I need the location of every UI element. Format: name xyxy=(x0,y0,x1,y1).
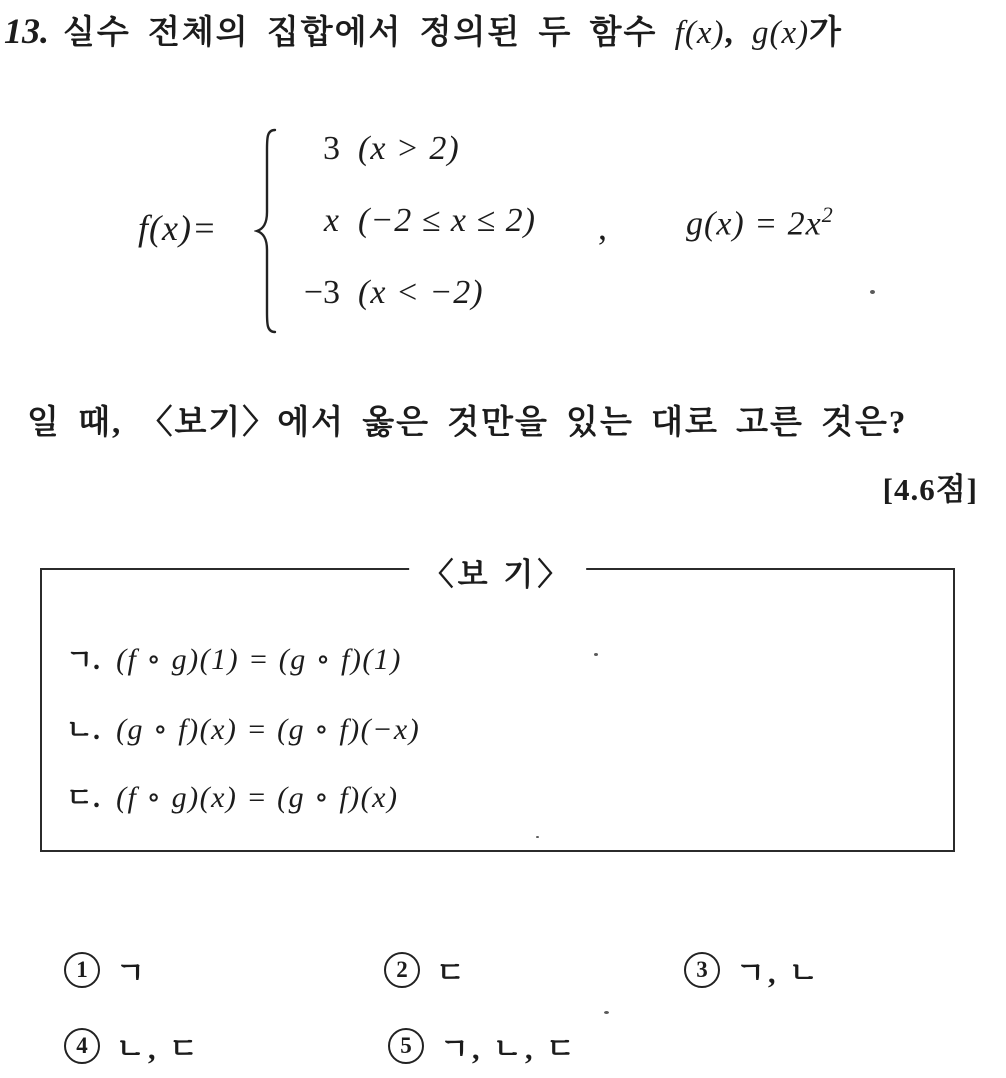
bogi-item-g xyxy=(66,638,402,678)
prompt-text: 일 때, 〈보기〉에서 옳은 것만을 있는 대로 고른 것은? xyxy=(27,405,908,441)
bogi-item-label: ㄴ. xyxy=(66,715,101,746)
question-suffix: 가 xyxy=(809,15,843,51)
choice-5-circled-number: 5 xyxy=(388,1028,424,1064)
case-value: x xyxy=(323,202,340,239)
choice-5[interactable] xyxy=(388,1024,578,1068)
choice-5-text: ㄱ, ㄴ, ㄷ xyxy=(440,1033,578,1066)
choice-2-circled-number: 2 xyxy=(384,952,420,988)
piecewise-case-row xyxy=(288,130,460,168)
bogi-box-title: 〈보 기〉 xyxy=(409,549,587,594)
points-badge: [4.6점] xyxy=(882,472,978,507)
question-intro-text: 실수 전체의 집합에서 정의된 두 함수 xyxy=(63,15,658,51)
question-gx: g(x) xyxy=(751,15,810,51)
case-value: −3 xyxy=(303,274,340,311)
choice-3-text: ㄱ, ㄴ xyxy=(736,957,821,990)
case-value: 3 xyxy=(323,130,340,167)
scan-artifact xyxy=(536,836,539,838)
scan-artifact xyxy=(594,653,598,656)
question-separator: , xyxy=(724,15,735,51)
bogi-item-label: ㄱ. xyxy=(66,645,101,676)
bogi-box xyxy=(40,557,955,852)
scan-artifact xyxy=(870,290,875,294)
case-condition: (x > 2) xyxy=(358,130,460,167)
g-expression-base: g(x) = 2x xyxy=(686,205,822,243)
choice-2-text: ㄷ xyxy=(436,957,468,990)
question-fx: f(x) xyxy=(674,15,725,51)
piecewise-case-row xyxy=(288,274,484,312)
question-line xyxy=(4,6,843,53)
choice-3[interactable] xyxy=(684,948,821,992)
choice-1-circled-number: 1 xyxy=(64,952,100,988)
case-condition: (x < −2) xyxy=(358,274,484,311)
bogi-item-expression: (g ∘ f)(x) = (g ∘ f)(−x) xyxy=(116,713,421,746)
choice-4-circled-number: 4 xyxy=(64,1028,100,1064)
bogi-item-expression: (f ∘ g)(1) = (g ∘ f)(1) xyxy=(116,643,402,676)
question-number: 13. xyxy=(4,11,49,51)
choice-1[interactable] xyxy=(64,948,148,992)
bogi-item-n xyxy=(66,708,420,748)
choice-4-text: ㄴ, ㄷ xyxy=(116,1033,201,1066)
choice-1-text: ㄱ xyxy=(116,957,148,990)
left-brace-icon xyxy=(254,128,280,334)
scan-artifact xyxy=(604,1011,609,1014)
choice-4[interactable] xyxy=(64,1024,201,1068)
case-condition: (−2 ≤ x ≤ 2) xyxy=(358,202,536,239)
bogi-item-expression: (f ∘ g)(x) = (g ∘ f)(x) xyxy=(116,781,399,814)
choice-3-circled-number: 3 xyxy=(684,952,720,988)
bogi-item-label: ㄷ. xyxy=(66,783,101,814)
piecewise-lhs: f(x)= xyxy=(138,208,218,248)
g-function-expression xyxy=(686,202,834,243)
g-expression-exponent: 2 xyxy=(821,202,834,227)
formula-comma: , xyxy=(598,207,607,247)
choice-2[interactable] xyxy=(384,948,468,992)
bogi-item-d xyxy=(66,776,398,816)
piecewise-case-row xyxy=(288,202,536,240)
